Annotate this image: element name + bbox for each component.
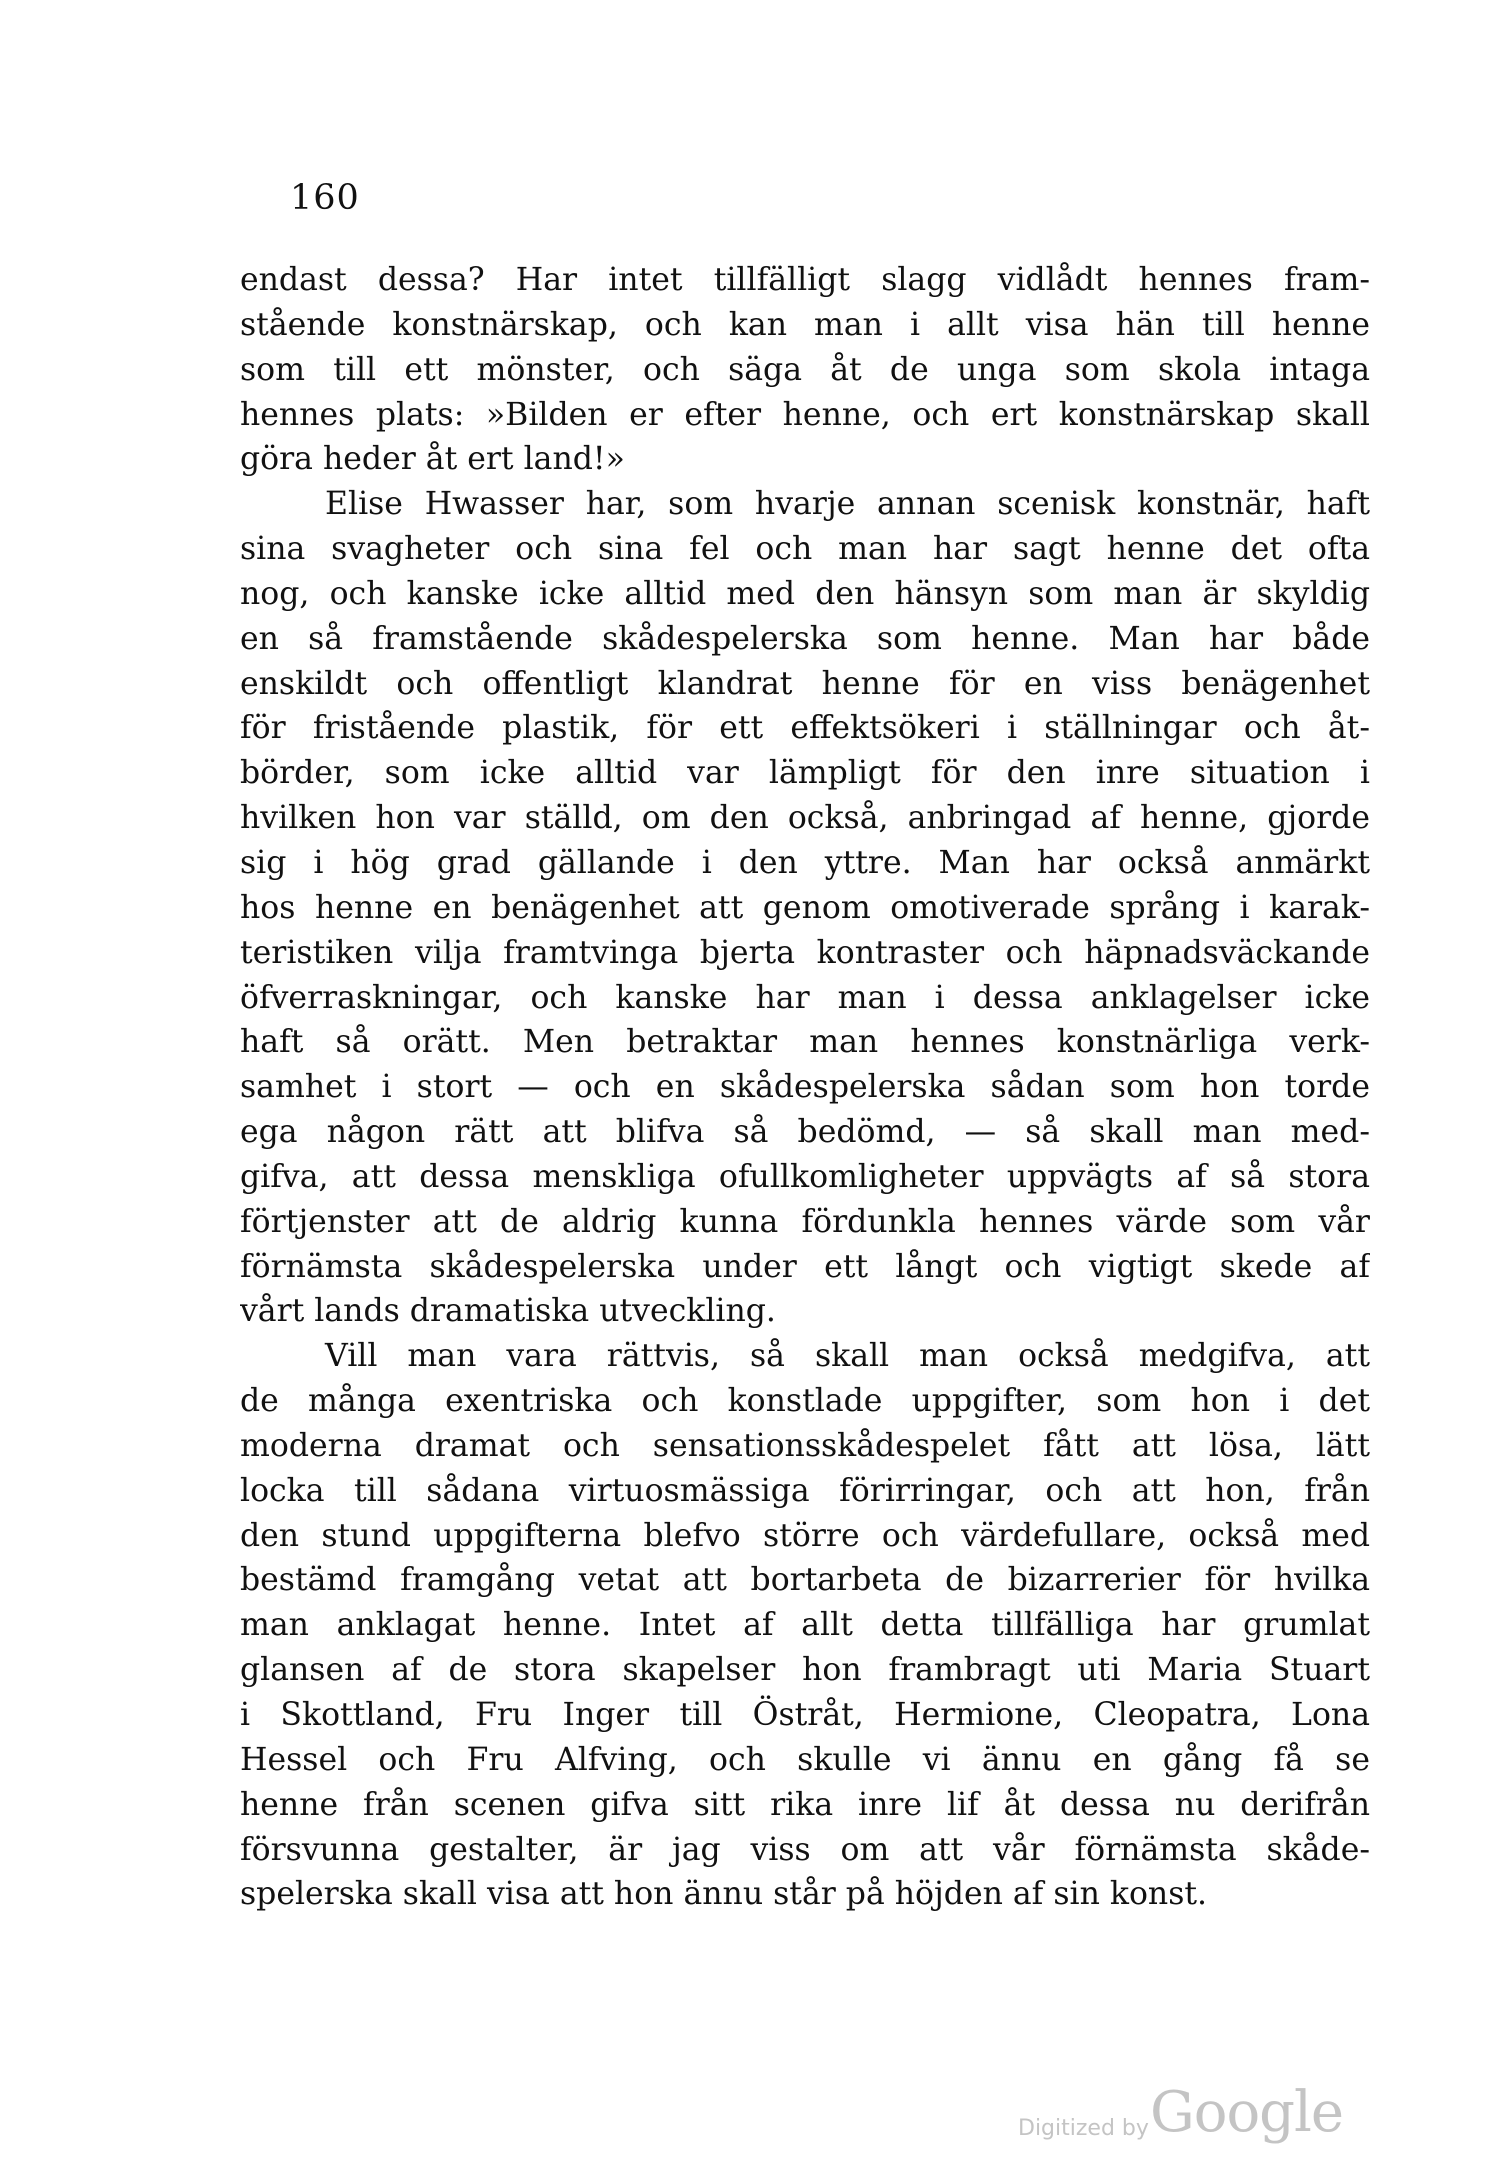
text-line: för fristående plastik, för ett effektsökeri i ställningar och åt-	[240, 710, 1370, 747]
text-line: moderna dramat och sensationsskådespelet fått att lösa, lätt	[240, 1427, 1370, 1464]
text-line: henne från scenen gifva sitt rika inre lif åt dessa nu derifrån	[240, 1786, 1370, 1823]
text-line: hos henne en benägenhet att genom omotiverade språng i karak-	[240, 889, 1370, 926]
text-line: sina svagheter och sina fel och man har sagt henne det ofta	[240, 531, 1370, 568]
text-line: de många exentriska och konstlade uppgifter, som hon i det	[240, 1383, 1370, 1420]
text-line: Elise Hwasser har, som hvarje annan scenisk konstnär, haft	[325, 486, 1370, 523]
text-line: man anklagat henne. Intet af allt detta tillfälliga har grumlat	[240, 1607, 1370, 1644]
text-line: gifva, att dessa menskliga ofullkomligheter uppvägts af så stora	[240, 1158, 1370, 1195]
text-line: i Skottland, Fru Inger till Östråt, Hermione, Cleopatra, Lona	[240, 1697, 1370, 1733]
text-line: Hessel och Fru Alfving, och skulle vi ännu en gång få se	[240, 1741, 1370, 1778]
text-line: locka till sådana virtuosmässiga förirringar, och att hon, från	[240, 1472, 1370, 1509]
google-logo: Google	[1150, 2080, 1344, 2145]
text-line: hennes plats: »Bilden er efter henne, och ert konstnärskap skall	[240, 396, 1370, 433]
text-line: enskildt och offentligt klandrat henne för en viss benägenhet	[240, 665, 1370, 702]
text-line: glansen af de stora skapelser hon frambragt uti Maria Stuart	[240, 1652, 1370, 1689]
text-line: göra heder åt ert land!»	[240, 441, 625, 478]
text-line: börder, som icke alltid var lämpligt för den inre situation i	[240, 755, 1370, 792]
text-line: ega någon rätt att blifva så bedömd, — så skall man med-	[240, 1114, 1370, 1151]
text-line: haft så orätt. Men betraktar man hennes konstnärliga verk-	[240, 1024, 1370, 1061]
text-line: förtjenster att de aldrig kunna fördunkla hennes värde som vår	[240, 1203, 1370, 1240]
body-text	[240, 258, 1370, 1917]
text-line: öfverraskningar, och kanske har man i dessa anklagelser icke	[240, 979, 1370, 1016]
paragraph	[240, 482, 1370, 1334]
digitized-watermark	[1018, 2080, 1348, 2150]
text-line: Vill man vara rättvis, så skall man också medgifva, att	[325, 1338, 1370, 1375]
text-line: bestämd framgång vetat att bortarbeta de bizarrerier för hvilka	[240, 1562, 1370, 1599]
text-line: en så framstående skådespelerska som henne. Man har både	[240, 620, 1370, 657]
text-line: försvunna gestalter, är jag viss om att vår förnämsta skåde-	[240, 1831, 1370, 1868]
text-line: sig i hög grad gällande i den yttre. Man har också anmärkt	[240, 844, 1370, 881]
text-line: teristiken vilja framtvinga bjerta kontraster och häpnadsväckande	[240, 934, 1370, 971]
text-line: vårt lands dramatiska utveckling.	[240, 1293, 776, 1330]
text-line: förnämsta skådespelerska under ett långt och vigtigt skede af	[240, 1248, 1370, 1285]
text-line: endast dessa? Har intet tillfälligt slagg vidlådt hennes fram-	[240, 262, 1370, 298]
text-line: spelerska skall visa att hon ännu står på höjden af sin konst.	[240, 1876, 1208, 1913]
text-line: den stund uppgifterna blefvo större och värdefullare, också med	[240, 1517, 1370, 1554]
text-line: nog, och kanske icke alltid med den hänsyn som man är skyldig	[240, 575, 1370, 612]
paragraph	[240, 1334, 1370, 1917]
text-line: samhet i stort — och en skådespelerska sådan som hon torde	[240, 1069, 1370, 1106]
text-line: hvilken hon var ställd, om den också, anbringad af henne, gjorde	[240, 800, 1370, 837]
text-line: stående konstnärskap, och kan man i allt visa hän till henne	[240, 306, 1370, 343]
page-number: 160	[290, 178, 360, 218]
watermark-prefix: Digitized by	[1018, 2116, 1149, 2141]
text-line: som till ett mönster, och säga åt de unga som skola intaga	[240, 351, 1370, 388]
paragraph	[240, 258, 1370, 482]
